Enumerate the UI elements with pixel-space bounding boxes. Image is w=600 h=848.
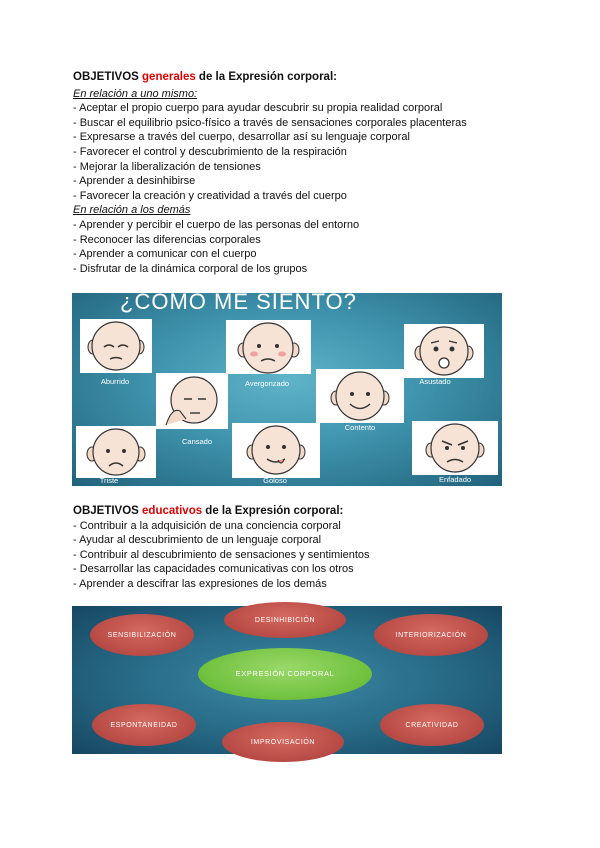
heading-highlight: educativos (142, 505, 203, 517)
list-item: - Aprender a descifrar las expresiones de los demás (73, 577, 327, 590)
oval-sensibilizacion: SENSIBILIZACIÓN (90, 614, 194, 656)
subheading-others: En relación a los demás (73, 204, 191, 217)
list-item: - Expresarse a través del cuerpo, desarrollar así su lenguaje corporal (73, 131, 410, 144)
list-item: - Favorecer la creación y creatividad a través del cuerpo (73, 189, 347, 202)
oval-expresion-corporal: EXPRESIÓN CORPORAL (198, 648, 372, 700)
ashamed-face-card (226, 320, 311, 374)
heading-suffix: de la Expresión corporal: (202, 505, 344, 517)
list-item: - Aprender y percibir el cuerpo de las personas del entorno (73, 218, 360, 231)
feelings-title: ¿CÓMO ME SIENTO? (120, 289, 357, 314)
list-item: - Contribuir a la adquisición de una conciencia corporal (73, 519, 341, 532)
happy-face-icon (316, 369, 404, 423)
bored-face-card (80, 319, 152, 373)
list-item: - Favorecer el control y descubrimiento de la respiración (73, 145, 347, 158)
list-item: - Aprender a comunicar con el cuerpo (73, 248, 257, 261)
label-triste: Triste (99, 476, 119, 485)
objectives-educational-section (73, 504, 533, 592)
educational-objectives-list (73, 519, 533, 592)
tired-face-card (156, 373, 228, 429)
greedy-face-icon (232, 423, 320, 478)
feelings-panel (72, 289, 502, 486)
list-item: - Buscar el equilibrio psico-físico a través de sensaciones corporales placenteras (73, 116, 467, 129)
general-objectives-heading (73, 70, 533, 85)
tired-face-icon (156, 373, 228, 429)
label-enfadado: Enfadado (438, 475, 472, 484)
oval-improvisacion: IMPROVISACIÓN (222, 722, 344, 762)
scared-face-icon (404, 324, 484, 378)
list-item: - Aprender a desinhibirse (73, 175, 196, 188)
scared-face-card (404, 324, 484, 378)
label-aburrido: Aburrido (100, 377, 130, 386)
self-objectives-list (73, 101, 533, 203)
oval-espontaneidad: ESPONTANEIDAD (92, 704, 196, 746)
others-objectives-list (73, 218, 533, 276)
sad-face-icon (76, 426, 156, 478)
greedy-face-card (232, 423, 320, 478)
label-goloso: Goloso (263, 476, 287, 485)
angry-face-card (412, 421, 498, 475)
list-item: - Mejorar la liberalización de tensiones (73, 160, 261, 173)
ashamed-face-icon (226, 320, 311, 374)
heading-highlight: generales (142, 71, 196, 83)
oval-creatividad: CREATIVIDAD (380, 704, 484, 746)
objectives-general-section (73, 70, 533, 276)
educational-objectives-heading (73, 504, 533, 519)
expression-diagram (72, 606, 502, 754)
subheading-self: En relación a uno mismo: (73, 87, 198, 100)
list-item: - Reconocer las diferencias corporales (73, 233, 261, 246)
angry-face-icon (412, 421, 498, 475)
happy-face-card (316, 369, 404, 423)
oval-desinhibicion: DESINHIBICIÓN (224, 602, 346, 638)
label-cansado: Cansado (181, 437, 213, 446)
oval-interiorizacion: INTERIORIZACIÓN (374, 614, 488, 656)
label-contento: Contento (344, 423, 376, 432)
list-item: - Aceptar el propio cuerpo para ayudar descubrir su propia realidad corporal (73, 102, 443, 115)
heading-suffix: de la Expresión corporal: (195, 71, 337, 83)
list-item: - Disfrutar de la dinámica corporal de los grupos (73, 262, 308, 275)
list-item: - Desarrollar las capacidades comunicativas con los otros (73, 563, 354, 576)
list-item: - Contribuir al descubrimiento de sensaciones y sentimientos (73, 548, 370, 561)
sad-face-card (76, 426, 156, 478)
heading-prefix: OBJETIVOS (73, 71, 143, 83)
heading-prefix: OBJETIVOS (73, 505, 143, 517)
label-asustado: Asustado (419, 377, 451, 386)
label-avergonzado: Avergonzado (244, 379, 290, 388)
bored-face-icon (80, 319, 152, 373)
list-item: - Ayudar al descubrimiento de un lenguaje corporal (73, 534, 322, 547)
